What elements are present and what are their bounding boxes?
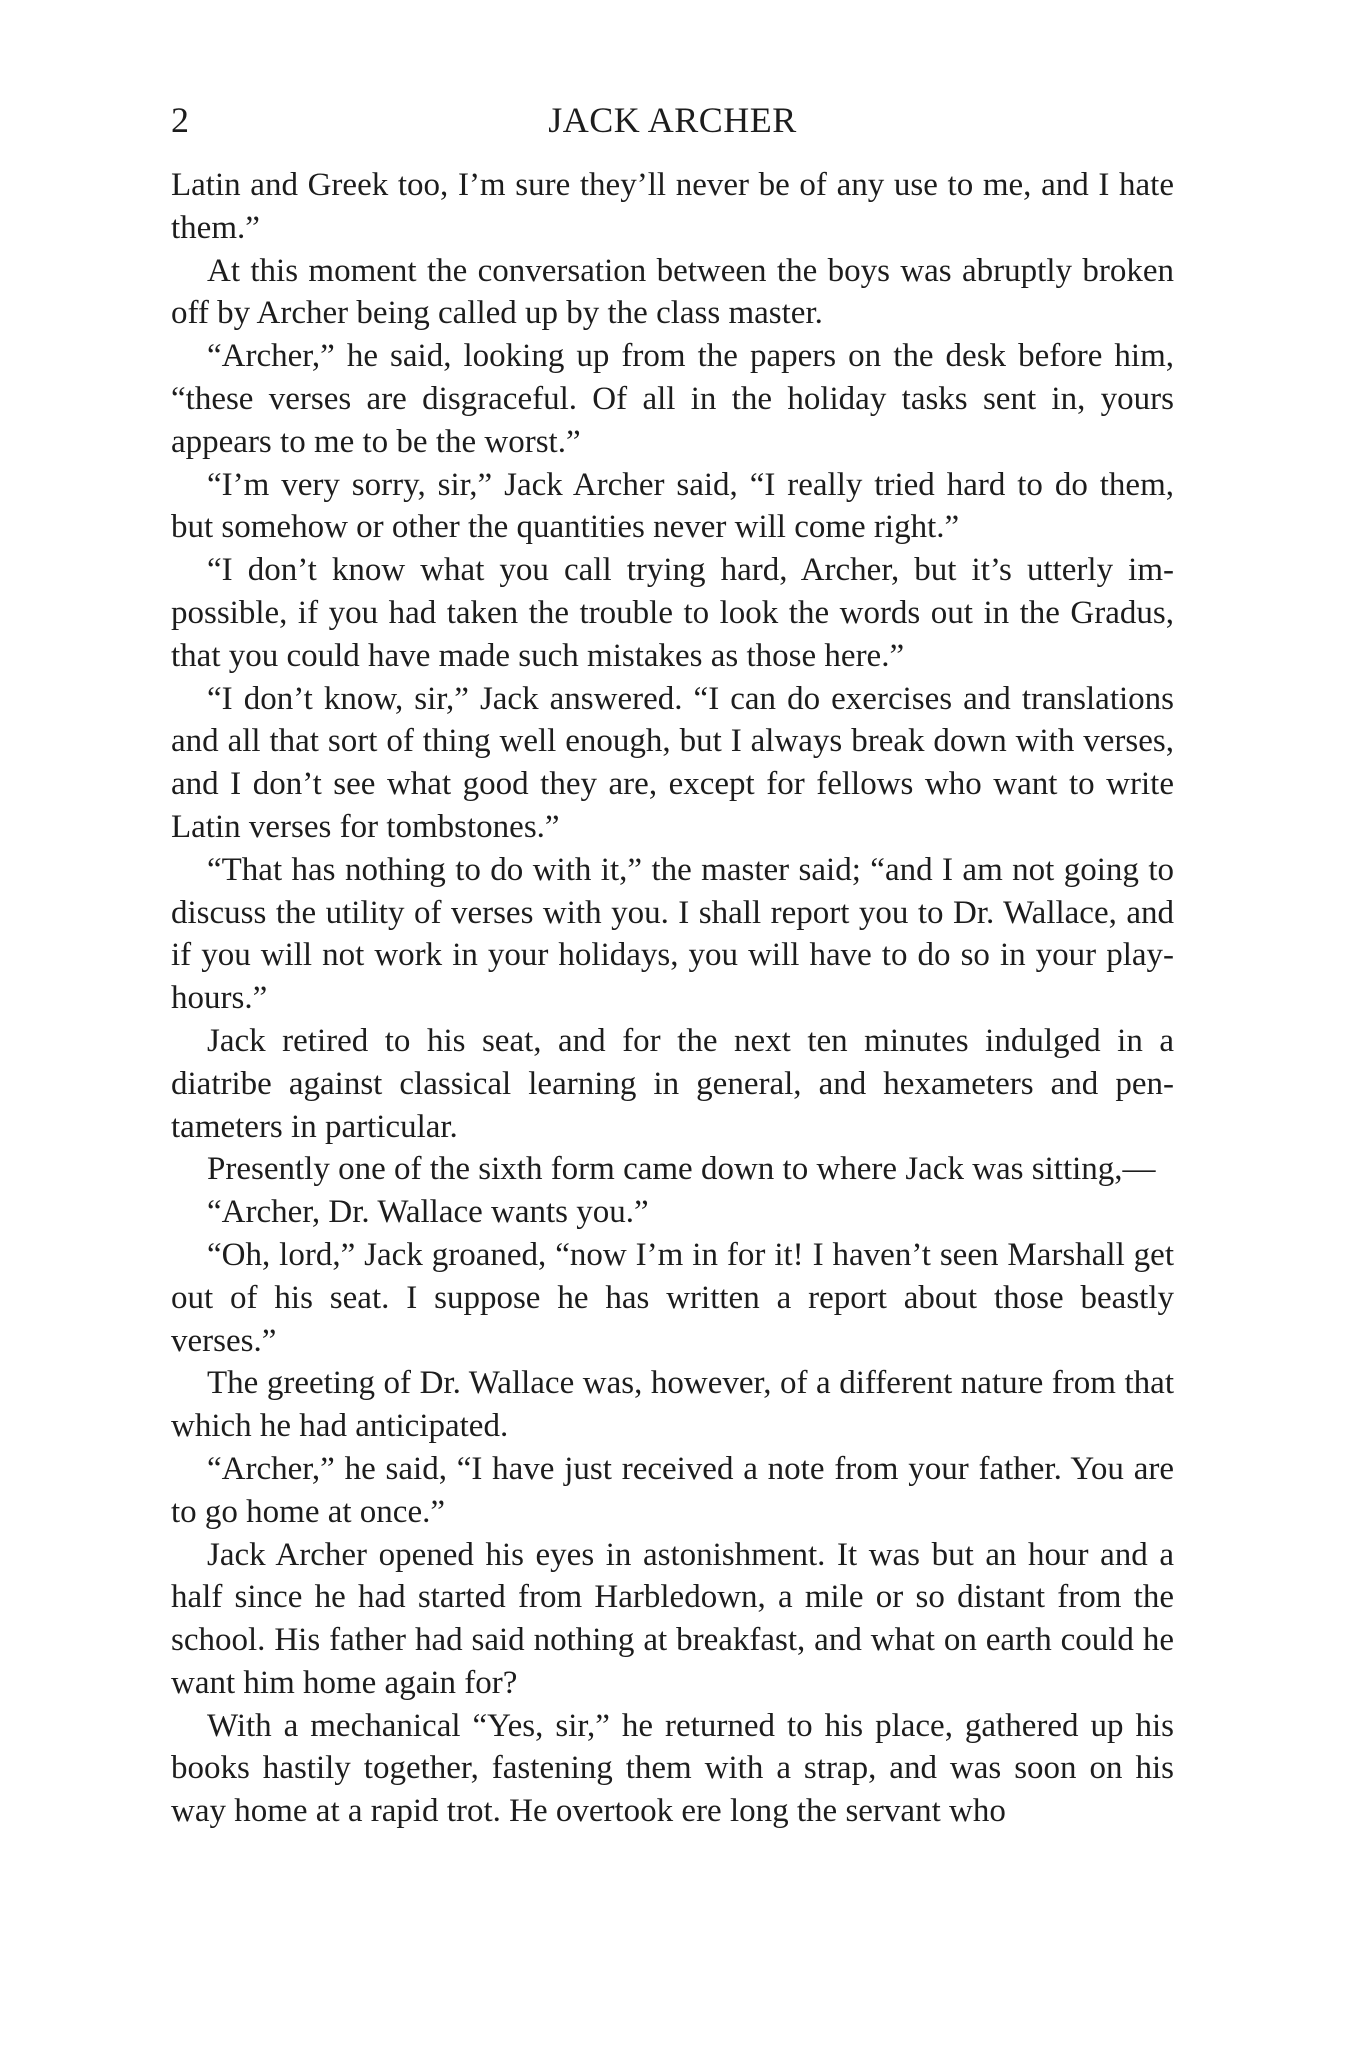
paragraph: Latin and Greek too, I’m sure they’ll never be of any use to me, and I hate them.” <box>171 167 1174 246</box>
paragraph: “I don’t know what you call trying hard, Archer, but it’s utterly impossible, if you had taken the trouble to look the words out in the Gradus, that you could have made such mistakes as those here.” <box>171 552 1174 674</box>
paragraph: The greeting of Dr. Wallace was, however, of a different nature from that which he had anticipated. <box>171 1365 1174 1445</box>
paragraph: “That has nothing to do with it,” the master said; “and I am not going to discuss the utility of verses with you. I shall report you to Dr. Wallace, and if you will not work in your holidays, you will have to do so in your play-hours.” <box>171 851 1174 1017</box>
paragraph: “Archer,” he said, looking up from the papers on the desk before him, “these verses are disgraceful. Of all in the holiday tasks sent in, yours appears to me to be the worst.” <box>171 338 1174 460</box>
page-number: 2 <box>171 100 189 140</box>
body-text <box>171 164 1174 1833</box>
paragraph: Presently one of the sixth form came down to where Jack was sitting,— <box>207 1151 1156 1188</box>
paragraph: “Oh, lord,” Jack groaned, “now I’m in for it! I haven’t seen Marshall get out of his seat. I suppose he has written a report about those beastly verses.” <box>171 1236 1174 1359</box>
paragraph: “Archer, Dr. Wallace wants you.” <box>207 1194 649 1231</box>
book-title: JACK ARCHER <box>548 100 797 140</box>
paragraph: Jack retired to his seat, and for the next ten minutes indulged in a diatribe against classical learning in general, and hexameters and pentameters in particular. <box>171 1022 1174 1145</box>
paragraph: With a mechanical “Yes, sir,” he returned to his place, gathered up his books hastily together, fastening them with a strap, and was soon on his way home at a rapid trot. He overtook ere long the servant who <box>171 1707 1174 1830</box>
paragraph: “I don’t know, sir,” Jack answered. “I can do exercises and translations and all that sort of thing well enough, but I always break down with verses, and I don’t see what good they are, except for fellows who want to write Latin verses for tombstones.” <box>171 680 1174 845</box>
paragraph: “I’m very sorry, sir,” Jack Archer said, “I really tried hard to do them, but somehow or other the quantities never will come right.” <box>171 466 1174 546</box>
paragraph: “Archer,” he said, “I have just received a note from your father. You are to go home at once.” <box>171 1450 1174 1530</box>
paragraph: At this moment the conversation between the boys was abruptly broken off by Archer being called up by the class master. <box>171 252 1174 332</box>
running-head <box>171 96 1174 144</box>
paragraph: Jack Archer opened his eyes in astonishment. It was but an hour and a half since he had started from Harbledown, a mile or so distant from the school. His father had said nothing at breakfast, and what on earth could he want him home again for? <box>171 1536 1174 1701</box>
